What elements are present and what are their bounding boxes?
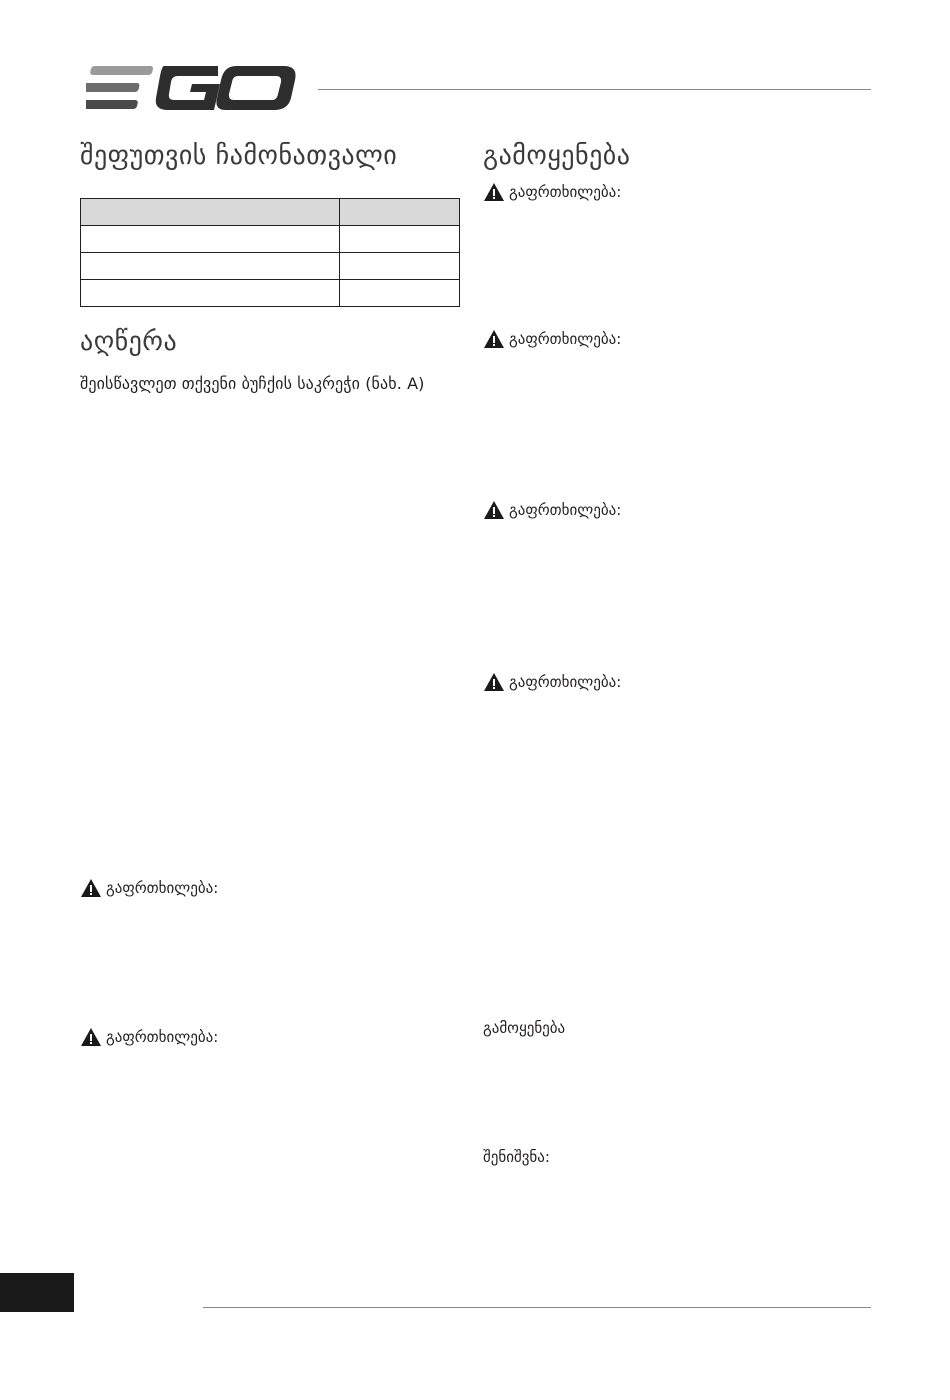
warning-triangle-icon (483, 329, 505, 349)
warning-notice (483, 670, 621, 694)
table-row (81, 226, 460, 253)
warning-triangle-icon (483, 182, 505, 202)
table-cell (81, 226, 340, 253)
table-cell (340, 253, 460, 280)
warning-triangle-icon (80, 878, 102, 898)
warning-label: გაფრთხილება: (509, 183, 622, 201)
table-cell (81, 280, 340, 307)
table-header-row (81, 199, 460, 226)
warning-triangle-icon (483, 672, 505, 692)
table-cell (81, 199, 340, 226)
warning-label: გაფრთხილება: (509, 330, 622, 348)
packing-list-table (80, 198, 460, 307)
warning-notice (80, 1025, 218, 1049)
table-cell (340, 199, 460, 226)
warning-notice (483, 498, 621, 522)
table-cell (340, 280, 460, 307)
packing-list-title: შეფუთვის ჩამონათვალი (80, 141, 398, 171)
table-cell (340, 226, 460, 253)
footer-rule (203, 1307, 871, 1308)
description-intro: შეისწავლეთ თქვენი ბუჩქის საკრეჭი (ნახ. A) (80, 374, 425, 393)
warning-label: გაფრთხილება: (509, 673, 622, 691)
warning-notice (483, 327, 621, 351)
warning-label: გაფრთხილება: (509, 501, 622, 519)
usage-subheading: გამოყენება (483, 1019, 566, 1037)
table-cell (81, 253, 340, 280)
description-title: აღწერა (80, 327, 178, 357)
warning-label: გაფრთხილება: (106, 1028, 219, 1046)
page-number-tab (0, 1273, 74, 1312)
warning-triangle-icon (80, 1027, 102, 1047)
table-row (81, 253, 460, 280)
warning-notice (80, 876, 218, 900)
usage-title: გამოყენება (483, 141, 631, 171)
table-row (81, 280, 460, 307)
note-label: შენიშვნა: (483, 1148, 550, 1166)
warning-triangle-icon (483, 500, 505, 520)
warning-notice (483, 180, 621, 204)
warning-label: გაფრთხილება: (106, 879, 219, 897)
header-rule (318, 89, 871, 90)
ego-logo (86, 64, 298, 112)
